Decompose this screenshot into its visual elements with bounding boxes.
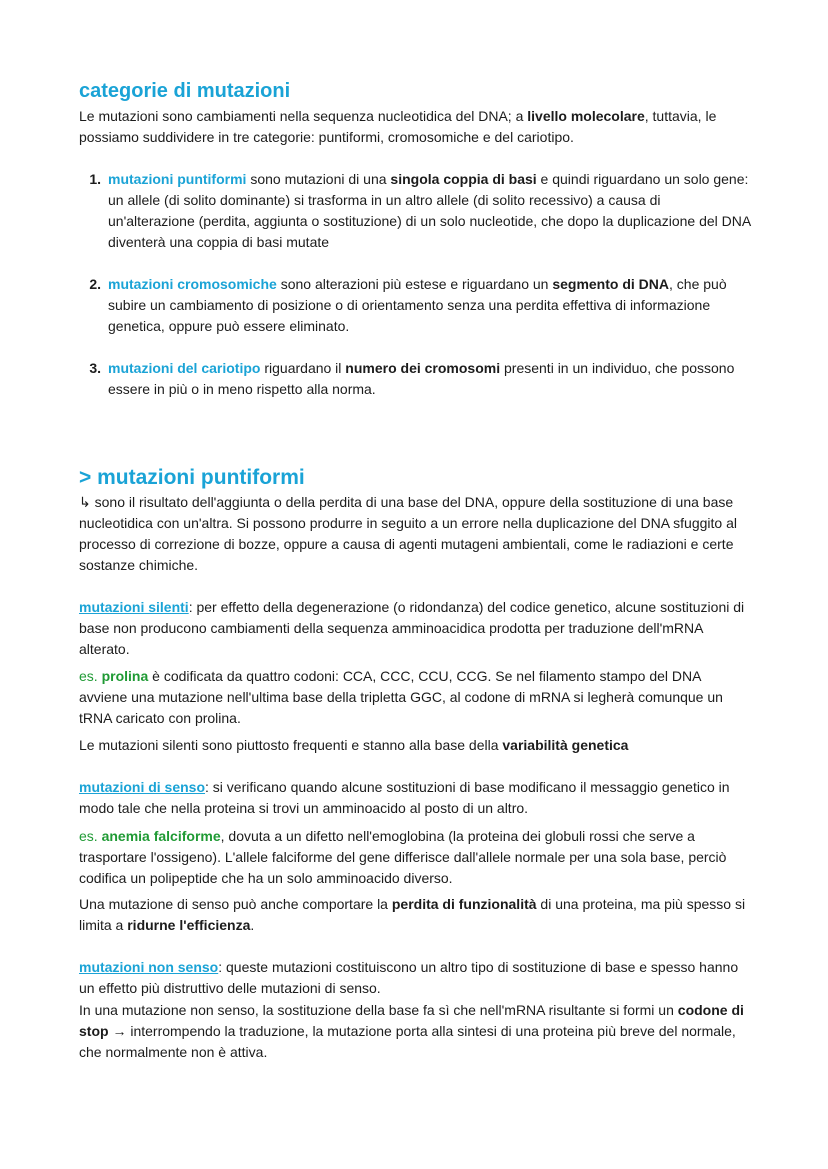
- return-arrow-icon: ↳: [79, 494, 91, 510]
- page-title: categorie di mutazioni: [79, 80, 291, 102]
- silenti-paragraph: [79, 597, 751, 660]
- detail-text-end: → interrompendo la traduzione, la mutazione porta alla sintesi di una proteina più breve del normale, che normalmente non è attiva.: [79, 1023, 736, 1060]
- senso-text: : si verificano quando alcune sostituzioni di base modificano il messaggio genetico in modo tale che nella proteina si trovi un amminoacido al posto di un altro.: [79, 779, 730, 816]
- note-text: .: [250, 917, 255, 933]
- list-text-end: , che può subire un cambiamento di posizione o di orientamento senza una perdita effettiva di informazione genetica, oppure può essere eliminato.: [108, 276, 727, 334]
- note-bold: perdita di funzionalità: [391, 896, 537, 912]
- list-number: 3.: [89, 360, 101, 376]
- list-term: mutazioni del cariotipo: [108, 360, 261, 376]
- silenti-example: [79, 666, 751, 729]
- list-term: mutazioni cromosomiche: [108, 276, 277, 292]
- non-senso-paragraph: [79, 957, 751, 999]
- note-text: Una mutazione di senso può anche comportare la: [79, 896, 392, 912]
- section-intro: [79, 492, 751, 576]
- list-text: riguardano il: [260, 360, 346, 376]
- example-term: prolina: [101, 668, 149, 684]
- list-item: [79, 169, 751, 253]
- list-bold: segmento di DNA: [552, 276, 670, 292]
- non-senso-text: : queste mutazioni costituiscono un altro tipo di sostituzione di base e spesso hanno un effetto più distruttivo delle mutazioni di senso.: [79, 959, 739, 996]
- list-text: sono mutazioni di una: [246, 171, 391, 187]
- list-number: 1.: [89, 171, 101, 187]
- example-label: es.: [79, 668, 102, 684]
- list-term: mutazioni puntiformi: [108, 171, 247, 187]
- example-term: anemia falciforme: [101, 828, 221, 844]
- example-text: , dovuta a un difetto nell'emoglobina (la proteina dei globuli rossi che serve a trasportare l'ossigeno). L'allele falciforme del gene differisce dall'allele normale per una sola base, perciò codifica un polipeptide che ha un solo amminoacido diverso.: [79, 828, 727, 886]
- note-text: di una proteina, ma più spesso si limita a: [79, 896, 746, 933]
- non-senso-link[interactable]: mutazioni non senso: [79, 959, 219, 975]
- senso-link[interactable]: mutazioni di senso: [79, 779, 206, 795]
- senso-example: [79, 826, 751, 889]
- list-number: 2.: [89, 276, 101, 292]
- detail-bold: codone di stop: [79, 1002, 744, 1039]
- silenti-note: [79, 735, 751, 756]
- list-item: [79, 274, 751, 337]
- detail-text: In una mutazione non senso, la sostituzione della base fa sì che nell'mRNA risultante si formi un: [79, 1002, 678, 1018]
- silenti-link[interactable]: mutazioni silenti: [79, 599, 189, 615]
- section-heading: > mutazioni puntiformi: [79, 466, 305, 489]
- intro-paragraph: [79, 106, 751, 148]
- example-text: è codificata da quattro codoni: CCA, CCC, CCU, CCG. Se nel filamento stampo del DNA avviene una mutazione nell'ultima base della tripletta GGC, al codone di mRNA si legherà comunque un tRNA caricato con prolina.: [79, 668, 723, 726]
- senso-note: [79, 894, 751, 936]
- intro-bold: livello molecolare: [527, 108, 645, 124]
- example-label: es.: [79, 828, 102, 844]
- note-bold: variabilità genetica: [502, 737, 629, 753]
- silenti-text: : per effetto della degenerazione (o ridondanza) del codice genetico, alcune sostituzioni di base non producono cambiamenti della sequenza amminoacidica prodotta per traduzione dell'mRNA alterato.: [79, 599, 745, 657]
- non-senso-detail: [79, 1000, 751, 1063]
- list-bold: singola coppia di basi: [390, 171, 537, 187]
- intro-text-end: , tuttavia, le possiamo suddividere in tre categorie: puntiformi, cromosomiche e del cariotipo.: [79, 108, 717, 145]
- list-text-end: e quindi riguardano un solo gene: un allele (di solito dominante) si trasforma in un altro allele (di solito recessivo) a causa di un'alterazione (perdita, aggiunta o sostituzione) di un solo nucleotide, che dopo la duplicazione del DNA diventerà una coppia di basi mutate: [108, 171, 751, 250]
- note-text: Le mutazioni silenti sono piuttosto frequenti e stanno alla base della: [79, 737, 503, 753]
- note-bold: ridurne l'efficienza: [127, 917, 251, 933]
- senso-paragraph: [79, 777, 751, 819]
- list-bold: numero dei cromosomi: [345, 360, 501, 376]
- list-text-end: presenti in un individuo, che possono essere in più o in meno rispetto alla norma.: [108, 360, 735, 397]
- intro-text: Le mutazioni sono cambiamenti nella sequenza nucleotidica del DNA; a: [79, 108, 528, 124]
- list-item: [79, 358, 751, 400]
- section-intro-text: sono il risultato dell'aggiunta o della perdita di una base del DNA, oppure della sostituzione di una base nucleotidica con un'altra. Si possono produrre in seguito a un errore nella duplicazione del DNA sfuggito al processo di correzione di bozze, oppure a causa di agenti mutageni ambientali, come le radiazioni e certe sostanze chimiche.: [79, 494, 737, 573]
- list-text: sono alterazioni più estese e riguardano un: [276, 276, 553, 292]
